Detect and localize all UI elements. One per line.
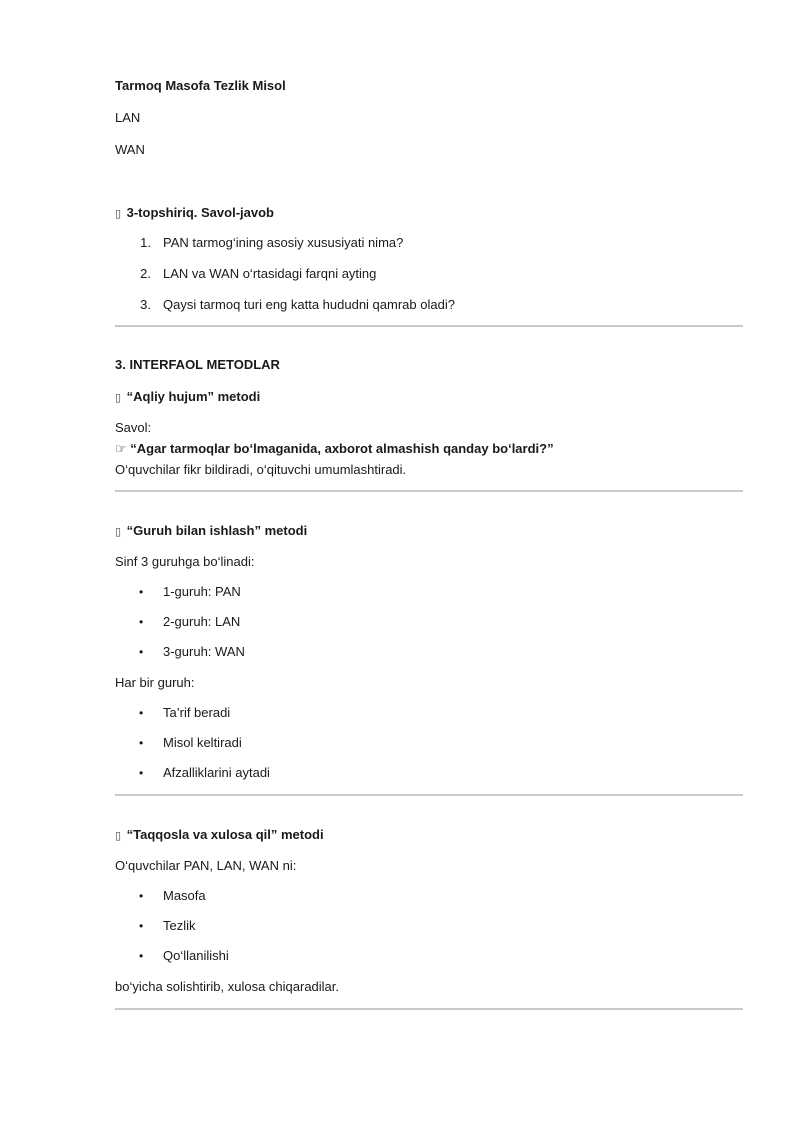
divider	[115, 794, 743, 796]
task3-title: 3-topshiriq. Savol-javob	[126, 205, 274, 220]
compare-heading	[115, 826, 324, 845]
bullet: •	[139, 615, 144, 629]
group-intro: Sinf 3 guruhga bo‘linadi:	[115, 554, 255, 569]
list-item: Ta’rif beradi	[163, 705, 231, 720]
placeholder-icon: ▯	[115, 208, 122, 220]
list-number: 3.	[140, 297, 151, 312]
section3-title: 3. INTERFAOL METODLAR	[115, 357, 280, 372]
group-each: Har bir guruh:	[115, 675, 195, 690]
list-number: 1.	[140, 235, 151, 250]
bullet: •	[139, 919, 144, 933]
compare-outro: bo‘yicha solishtirib, xulosa chiqaradilar.	[115, 979, 340, 994]
list-item: Misol keltiradi	[163, 735, 242, 750]
table-header: Tarmoq Masofa Tezlik Misol	[115, 78, 286, 93]
task3-heading	[115, 204, 274, 223]
list-item: 3-guruh: WAN	[163, 644, 245, 659]
list-item: PAN tarmog‘ining asosiy xususiyati nima?	[163, 235, 404, 250]
bullet: •	[139, 706, 144, 720]
list-item: Afzalliklarini aytadi	[163, 765, 270, 780]
brainstorm-question-line	[115, 440, 554, 458]
bullet: •	[139, 736, 144, 750]
placeholder-icon: ▯	[115, 392, 122, 404]
compare-intro: O‘quvchilar PAN, LAN, WAN ni:	[115, 858, 297, 873]
brainstorm-label: Savol:	[115, 420, 152, 435]
bullet: •	[139, 766, 144, 780]
list-item: LAN va WAN o‘rtasidagi farqni ayting	[163, 266, 377, 281]
divider	[115, 1008, 743, 1010]
bullet: •	[139, 889, 144, 903]
list-item: Tezlik	[163, 918, 196, 933]
group-title: “Guruh bilan ishlash” metodi	[126, 523, 308, 538]
bullet: •	[139, 585, 144, 599]
bullet: •	[139, 645, 144, 659]
divider	[115, 490, 743, 492]
brainstorm-heading	[115, 388, 260, 407]
placeholder-icon: ▯	[115, 830, 122, 842]
table-row-lan: LAN	[115, 110, 141, 125]
brainstorm-question: “Agar tarmoqlar bo‘lmaganida, axborot almashish qanday bo‘lardi?”	[130, 441, 554, 456]
group-heading	[115, 522, 307, 541]
list-item: Qo‘llanilishi	[163, 948, 229, 963]
brainstorm-note: O‘quvchilar fikr bildiradi, o‘qituvchi umumlashtiradi.	[115, 462, 407, 477]
divider	[115, 325, 743, 327]
list-number: 2.	[140, 266, 151, 281]
list-item: Qaysi tarmoq turi eng katta hududni qamrab oladi?	[163, 297, 455, 312]
list-item: 1-guruh: PAN	[163, 584, 241, 599]
compare-title: “Taqqosla va xulosa qil” metodi	[126, 827, 324, 842]
brainstorm-title: “Aqliy hujum” metodi	[126, 389, 261, 404]
pointing-hand-icon: ☞	[115, 441, 127, 456]
table-row-wan: WAN	[115, 142, 145, 157]
bullet: •	[139, 949, 144, 963]
placeholder-icon: ▯	[115, 526, 122, 538]
list-item: 2-guruh: LAN	[163, 614, 241, 629]
list-item: Masofa	[163, 888, 206, 903]
